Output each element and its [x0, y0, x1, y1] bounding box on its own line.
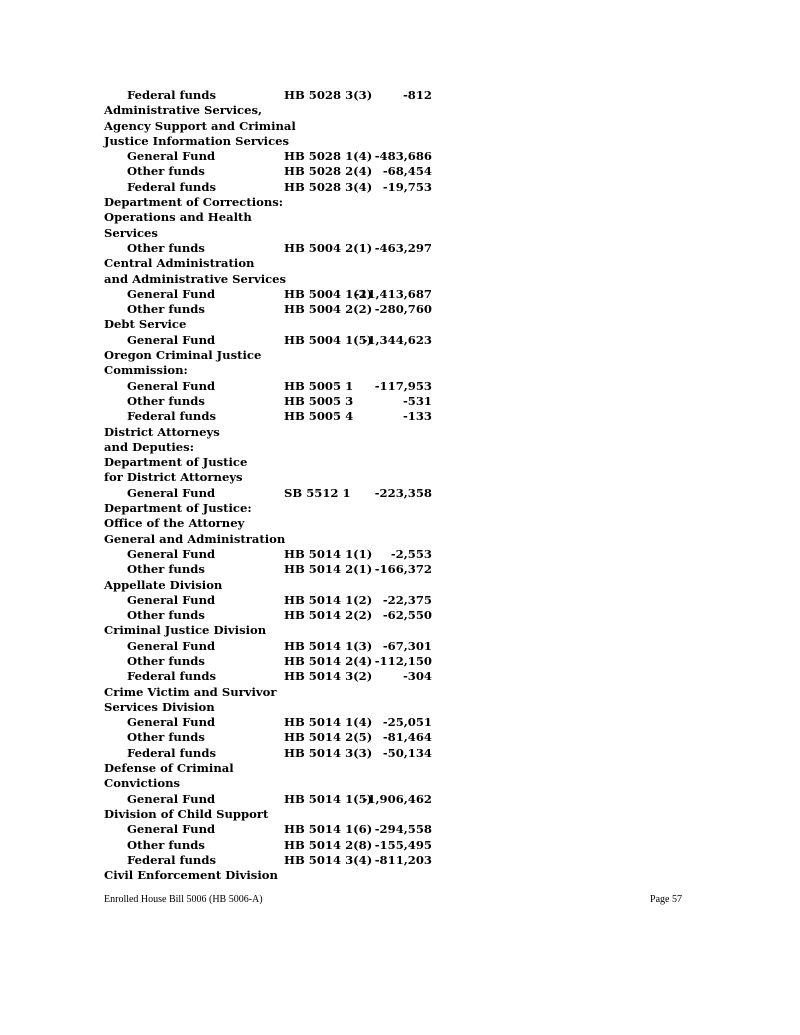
amount: -811,203 [374, 852, 432, 867]
fund-row [104, 730, 444, 745]
section-heading: Criminal Justice Division [104, 623, 267, 638]
bill-reference: HB 5004 1(2) [284, 286, 373, 301]
section-heading-row [104, 425, 444, 440]
amount: -812 [402, 88, 432, 102]
section-heading: Services [104, 225, 158, 240]
section-heading-row [104, 272, 444, 287]
bill-reference: HB 5014 1(6) [284, 822, 373, 837]
section-heading-row [104, 578, 444, 593]
section-heading-row [104, 119, 444, 134]
bill-reference: HB 5005 1 [284, 378, 354, 393]
bill-reference: HB 5014 3(3) [284, 745, 373, 760]
amount: -223,358 [374, 485, 432, 500]
fund-label: Federal funds [127, 179, 216, 194]
fund-row [104, 379, 444, 394]
section-heading-row [104, 501, 444, 516]
section-heading: Department of Corrections: [104, 195, 284, 210]
fund-label: General Fund [127, 822, 216, 837]
section-heading-row [104, 532, 444, 547]
bill-reference: HB 5004 2(1) [284, 240, 373, 255]
amount: -304 [402, 669, 432, 684]
fund-row [104, 486, 444, 501]
amount: -62,550 [382, 608, 432, 623]
section-heading-row [104, 348, 444, 363]
bill-reference: HB 5005 4 [284, 409, 354, 424]
section-heading-row [104, 103, 444, 118]
amount: -112,150 [374, 653, 432, 668]
bill-reference: HB 5014 2(2) [284, 608, 373, 623]
bill-reference: HB 5014 1(3) [284, 638, 373, 653]
bill-reference: HB 5004 1(5) [284, 332, 373, 347]
footer-page-number: Page 57 [650, 894, 682, 905]
fund-row [104, 853, 444, 868]
section-heading: District Attorneys [104, 424, 220, 439]
bill-reference: HB 5014 2(8) [284, 837, 373, 852]
amount: -117,953 [374, 378, 432, 393]
section-heading-row [104, 210, 444, 225]
section-heading-row [104, 226, 444, 241]
fund-label: Other funds [127, 730, 205, 745]
fund-label: General Fund [127, 592, 216, 607]
fund-label: General Fund [127, 791, 216, 806]
fund-label: Federal funds [127, 669, 216, 684]
section-heading-row [104, 516, 444, 531]
bill-reference: HB 5005 3 [284, 393, 354, 408]
section-heading-row [104, 134, 444, 149]
fund-row [104, 715, 444, 730]
amount: -1,344,623 [362, 332, 432, 347]
section-heading: Oregon Criminal Justice [104, 348, 262, 363]
section-heading-row [104, 685, 444, 700]
fund-row [104, 639, 444, 654]
fund-row [104, 562, 444, 577]
fund-row [104, 149, 444, 164]
section-heading-row [104, 700, 444, 715]
fund-label: Federal funds [127, 852, 216, 867]
fund-label: General Fund [127, 715, 216, 730]
bill-reference: HB 5004 2(2) [284, 302, 373, 317]
section-heading: Civil Enforcement Division [104, 868, 278, 883]
section-heading: for District Attorneys [104, 470, 243, 485]
fund-label: Other funds [127, 240, 205, 255]
amount: -2,553 [390, 546, 432, 561]
section-heading-row [104, 761, 444, 776]
fund-row [104, 654, 444, 669]
fund-row [104, 792, 444, 807]
amount: -11,413,687 [354, 286, 432, 301]
fund-row [104, 838, 444, 853]
fund-row [104, 394, 444, 409]
amount: -531 [402, 393, 432, 408]
fund-label: General Fund [127, 485, 216, 500]
section-heading: and Deputies: [104, 439, 194, 454]
amount: -19,753 [382, 179, 432, 194]
fund-row [104, 88, 444, 103]
section-heading-row [104, 440, 444, 455]
fund-label: Other funds [127, 164, 205, 179]
fund-row [104, 302, 444, 317]
section-heading: Department of Justice: [104, 501, 252, 516]
fund-row [104, 180, 444, 195]
bill-reference: HB 5014 2(1) [284, 562, 373, 577]
section-heading-row [104, 317, 444, 332]
section-heading: Convictions [104, 776, 181, 791]
fund-label: Federal funds [127, 745, 216, 760]
section-heading: General and Administration [104, 531, 286, 546]
amount: -68,454 [382, 164, 432, 179]
section-heading: Office of the Attorney [104, 516, 245, 531]
section-heading-row [104, 868, 444, 883]
fund-label: General Fund [127, 286, 216, 301]
section-heading: Central Administration [104, 256, 255, 271]
fund-label: Other funds [127, 608, 205, 623]
fund-row [104, 608, 444, 623]
amount: -280,760 [374, 302, 432, 317]
fund-label: General Fund [127, 378, 216, 393]
amount: -25,051 [382, 715, 432, 730]
fund-row [104, 669, 444, 684]
amount: -81,464 [382, 730, 432, 745]
section-heading: Justice Information Services [104, 133, 290, 148]
fund-row [104, 746, 444, 761]
section-heading-row [104, 623, 444, 638]
fund-row [104, 409, 444, 424]
section-heading: Crime Victim and Survivor [104, 684, 277, 699]
amount: -1,906,462 [362, 791, 432, 806]
amount: -155,495 [374, 837, 432, 852]
section-heading-row [104, 807, 444, 822]
section-heading-row [104, 455, 444, 470]
section-heading: Debt Service [104, 317, 187, 332]
amount: -166,372 [374, 562, 432, 577]
amount: -463,297 [374, 240, 432, 255]
amount: -294,558 [374, 822, 432, 837]
amount: -133 [402, 409, 432, 424]
bill-reference: HB 5014 1(2) [284, 592, 373, 607]
bill-reference: SB 5512 1 [284, 485, 351, 500]
amount: -483,686 [374, 149, 432, 164]
section-heading-row [104, 256, 444, 271]
fund-row [104, 333, 444, 348]
bill-reference: HB 5028 1(4) [284, 149, 373, 164]
bill-reference: HB 5014 2(4) [284, 653, 373, 668]
fund-label: Other funds [127, 393, 205, 408]
section-heading: Appellate Division [104, 577, 223, 592]
fund-row [104, 241, 444, 256]
section-heading: Services Division [104, 699, 215, 714]
fund-label: Federal funds [127, 409, 216, 424]
bill-reference: HB 5028 2(4) [284, 164, 373, 179]
bill-reference: HB 5028 3(4) [284, 179, 373, 194]
fund-row [104, 547, 444, 562]
fund-label: Other funds [127, 562, 205, 577]
fund-label: General Fund [127, 332, 216, 347]
fund-label: General Fund [127, 546, 216, 561]
section-heading: Defense of Criminal [104, 761, 234, 776]
section-heading-row [104, 776, 444, 791]
bill-reference: HB 5014 1(5) [284, 791, 373, 806]
bill-reference: HB 5014 1(1) [284, 546, 373, 561]
fund-row [104, 593, 444, 608]
fund-row [104, 164, 444, 179]
footer-bill-title: Enrolled House Bill 5006 (HB 5006-A) [104, 894, 263, 905]
fund-label: Other funds [127, 302, 205, 317]
section-heading-row [104, 195, 444, 210]
section-heading: Operations and Health [104, 210, 252, 225]
bill-reference: HB 5014 2(5) [284, 730, 373, 745]
section-heading: Commission: [104, 363, 188, 378]
fund-label: Other funds [127, 837, 205, 852]
section-heading: Administrative Services, [104, 103, 263, 118]
bill-reference: HB 5028 3(3) [284, 88, 373, 102]
fund-label: General Fund [127, 638, 216, 653]
amount: -67,301 [382, 638, 432, 653]
fund-label: General Fund [127, 149, 216, 164]
section-heading: Agency Support and Criminal [104, 118, 296, 133]
bill-reference: HB 5014 1(4) [284, 715, 373, 730]
section-heading: and Administrative Services [104, 271, 287, 286]
fund-label: Other funds [127, 653, 205, 668]
bill-reference: HB 5014 3(2) [284, 669, 373, 684]
bill-reference: HB 5014 3(4) [284, 852, 373, 867]
amount: -22,375 [382, 592, 432, 607]
amount: -50,134 [382, 745, 432, 760]
section-heading: Department of Justice [104, 455, 248, 470]
fund-row [104, 287, 444, 302]
section-heading-row [104, 470, 444, 485]
fund-row [104, 822, 444, 837]
section-heading: Division of Child Support [104, 806, 269, 821]
section-heading-row [104, 363, 444, 378]
appropriation-table [104, 88, 444, 883]
fund-label: Federal funds [127, 88, 216, 102]
